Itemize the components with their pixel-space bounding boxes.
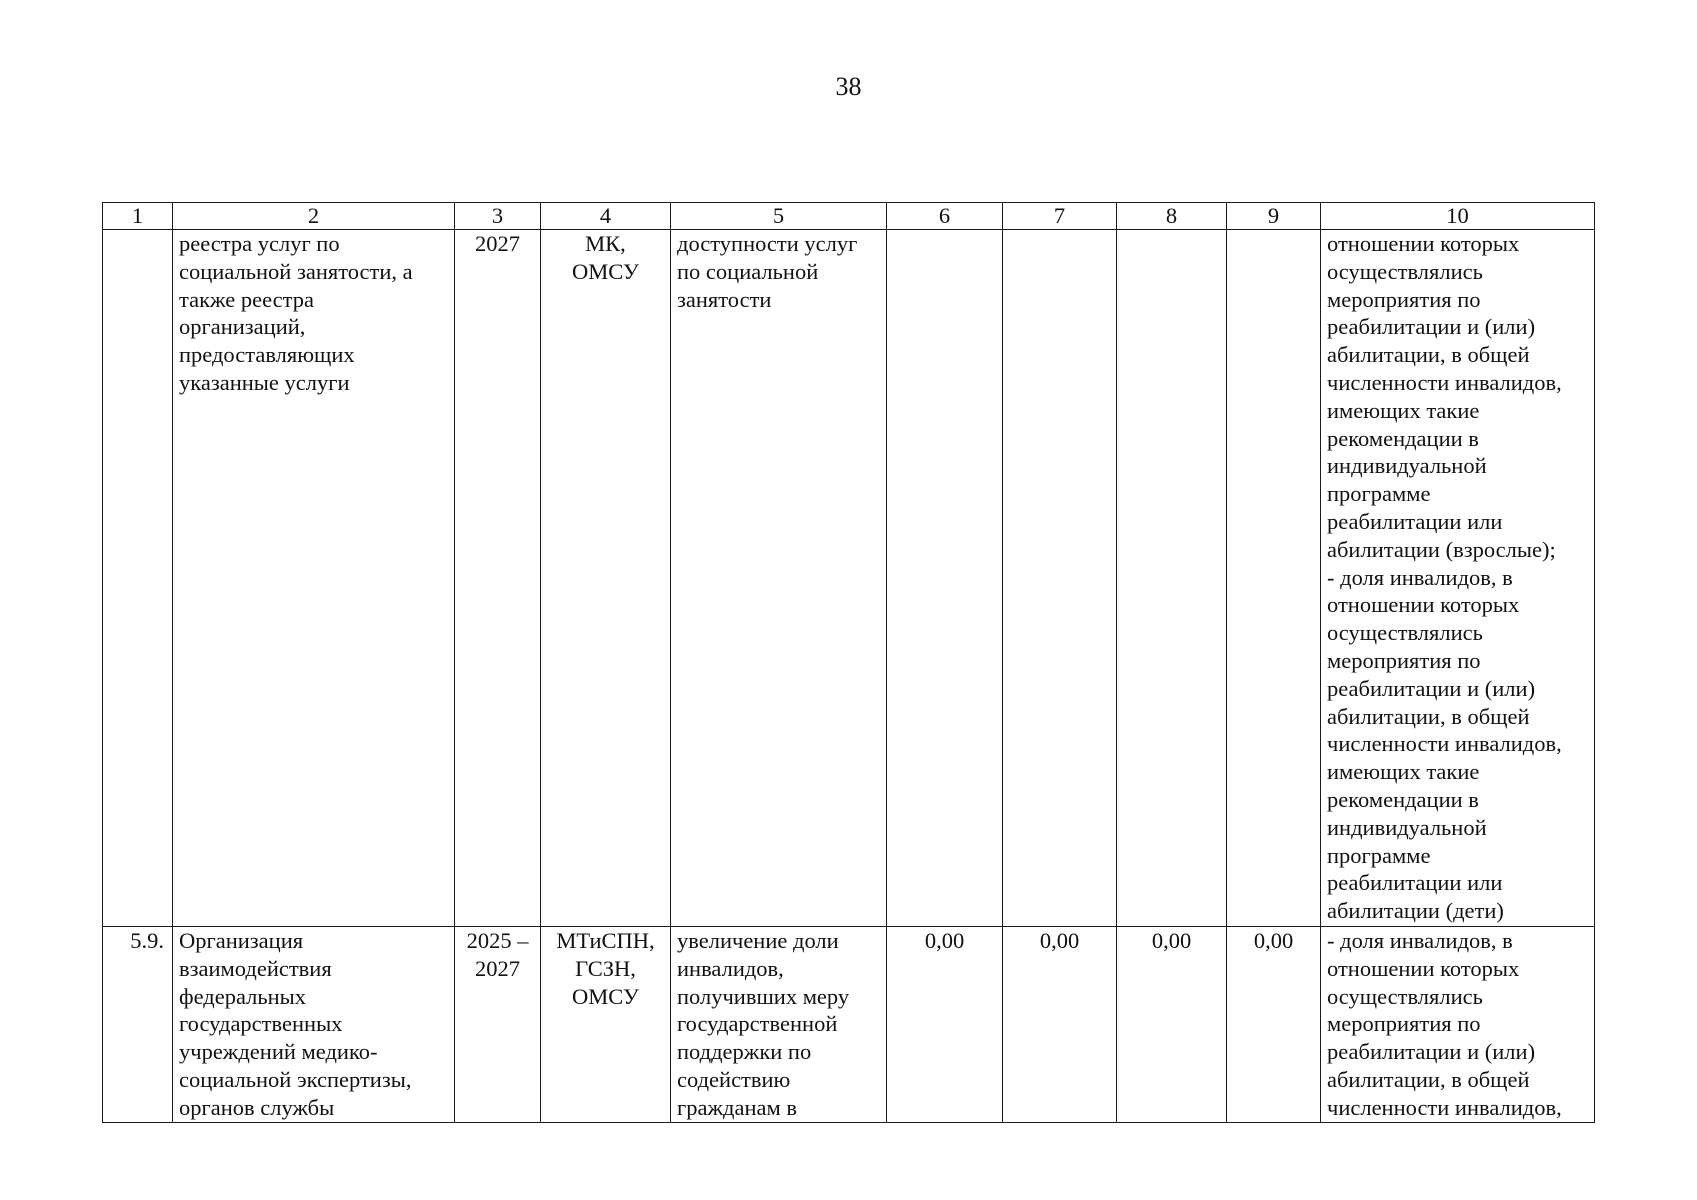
cell-text-line: Организация	[179, 928, 304, 953]
cell-text-line: гражданам в	[677, 1094, 797, 1120]
cell-text-line: абилитации, в общей	[1327, 342, 1530, 368]
cell-text-line: численности инвалидов,	[1327, 1094, 1562, 1120]
column-number: 6	[887, 203, 1003, 230]
activity-name-cell	[173, 927, 455, 1123]
funding-cell-6: 0,00	[887, 927, 1003, 1123]
column-number-header-row	[103, 203, 1595, 230]
cell-text-line: 2027	[475, 231, 520, 256]
funding-cell-9: 0,00	[1227, 927, 1321, 1123]
cell-text-line: - доля инвалидов, в	[1327, 928, 1513, 953]
cell-text-line: реабилитации и (или)	[1327, 1039, 1536, 1065]
cell-text-line: отношении которых	[1327, 955, 1520, 981]
result-cell	[671, 927, 887, 1123]
cell-text-line: рекомендации в	[1327, 425, 1479, 451]
cell-text-line: отношении которых	[1327, 592, 1520, 618]
item-number-cell	[103, 230, 173, 927]
cell-text-line: индивидуальной	[1327, 453, 1487, 479]
table-row-5-9	[103, 927, 1595, 1123]
cell-text-line: реабилитации или	[1327, 508, 1503, 534]
cell-text-line: предоставляющих	[179, 342, 355, 368]
cell-text-line: осуществлялись	[1327, 258, 1483, 284]
page-number: 38	[835, 72, 862, 101]
cell-text-line: мероприятия по	[1327, 1011, 1481, 1037]
funding-cell-8	[1117, 230, 1227, 927]
cell-text-line: отношении которых	[1327, 231, 1520, 256]
column-number: 10	[1321, 203, 1595, 230]
cell-text-line: инвалидов,	[677, 955, 784, 981]
cell-text-line: абилитации (взрослые);	[1327, 536, 1556, 562]
period-cell	[455, 230, 541, 927]
cell-text-line: МТиСПН,	[556, 928, 655, 953]
column-number: 4	[541, 203, 671, 230]
cell-text-line: индивидуальной	[1327, 814, 1487, 840]
table-row-continuation	[103, 230, 1595, 927]
cell-text-line: ОМСУ	[572, 258, 639, 284]
cell-text-line: получивших меру	[677, 983, 850, 1009]
cell-text-line: 2027	[475, 955, 520, 981]
cell-text-line: мероприятия по	[1327, 647, 1481, 673]
cell-text-line: увеличение доли	[677, 928, 839, 953]
cell-text-line: реабилитации или	[1327, 870, 1503, 896]
cell-text-line: МК,	[585, 231, 626, 256]
cell-text-line: государственных	[179, 1011, 343, 1037]
cell-text-line: социальной экспертизы,	[179, 1066, 412, 1092]
cell-text-line: федеральных	[179, 983, 307, 1009]
cell-text-line: занятости	[677, 286, 772, 312]
column-number: 3	[455, 203, 541, 230]
column-number: 1	[103, 203, 173, 230]
cell-text-line: осуществлялись	[1327, 620, 1483, 646]
cell-text-line: также реестра	[179, 286, 314, 312]
cell-text-line: абилитации (дети)	[1327, 898, 1504, 924]
executor-cell	[541, 927, 671, 1123]
cell-text-line: государственной	[677, 1011, 838, 1037]
indicator-cell	[1321, 927, 1595, 1123]
cell-text-line: по социальной	[677, 258, 819, 284]
cell-text-line: - доля инвалидов, в	[1327, 564, 1513, 590]
cell-text-line: осуществлялись	[1327, 983, 1483, 1009]
cell-text-line: численности инвалидов,	[1327, 731, 1562, 757]
cell-text-line: абилитации, в общей	[1327, 1066, 1530, 1092]
cell-text-line: доступности услуг	[677, 231, 858, 256]
cell-text-line: имеющих такие	[1327, 397, 1480, 423]
cell-text-line: поддержки по	[677, 1039, 812, 1065]
cell-text-line: ГСЗН,	[575, 955, 636, 981]
cell-text-line: органов службы	[179, 1094, 335, 1120]
cell-text-line: ОМСУ	[572, 983, 639, 1009]
cell-text-line: реабилитации и (или)	[1327, 314, 1536, 340]
cell-text-line: взаимодействия	[179, 955, 332, 981]
cell-text-line: рекомендации в	[1327, 786, 1479, 812]
cell-text-line: мероприятия по	[1327, 286, 1481, 312]
funding-cell-7: 0,00	[1003, 927, 1117, 1123]
column-number: 9	[1227, 203, 1321, 230]
period-cell	[455, 927, 541, 1123]
cell-text-line: учреждений медико-	[179, 1039, 378, 1065]
cell-text-line: организаций,	[179, 314, 306, 340]
column-number: 8	[1117, 203, 1227, 230]
item-number-cell: 5.9.	[103, 927, 173, 1123]
cell-text-line: указанные услуги	[179, 369, 350, 395]
cell-text-line: программе	[1327, 481, 1431, 507]
cell-text-line: реестра услуг по	[179, 231, 340, 256]
cell-text-line: абилитации, в общей	[1327, 703, 1530, 729]
cell-text-line: численности инвалидов,	[1327, 369, 1562, 395]
cell-text-line: социальной занятости, а	[179, 258, 413, 284]
executor-cell	[541, 230, 671, 927]
funding-cell-8: 0,00	[1117, 927, 1227, 1123]
result-cell	[671, 230, 887, 927]
funding-cell-7	[1003, 230, 1117, 927]
indicator-cell	[1321, 230, 1595, 927]
activity-name-cell	[173, 230, 455, 927]
cell-text-line: 2025 –	[466, 928, 529, 953]
cell-text-line: имеющих такие	[1327, 759, 1480, 785]
column-number: 5	[671, 203, 887, 230]
funding-cell-9	[1227, 230, 1321, 927]
cell-text-line: содействию	[677, 1066, 791, 1092]
funding-cell-6	[887, 230, 1003, 927]
column-number: 7	[1003, 203, 1117, 230]
cell-text-line: реабилитации и (или)	[1327, 675, 1536, 701]
cell-text-line: программе	[1327, 842, 1431, 868]
column-number: 2	[173, 203, 455, 230]
activities-table	[102, 202, 1595, 1123]
